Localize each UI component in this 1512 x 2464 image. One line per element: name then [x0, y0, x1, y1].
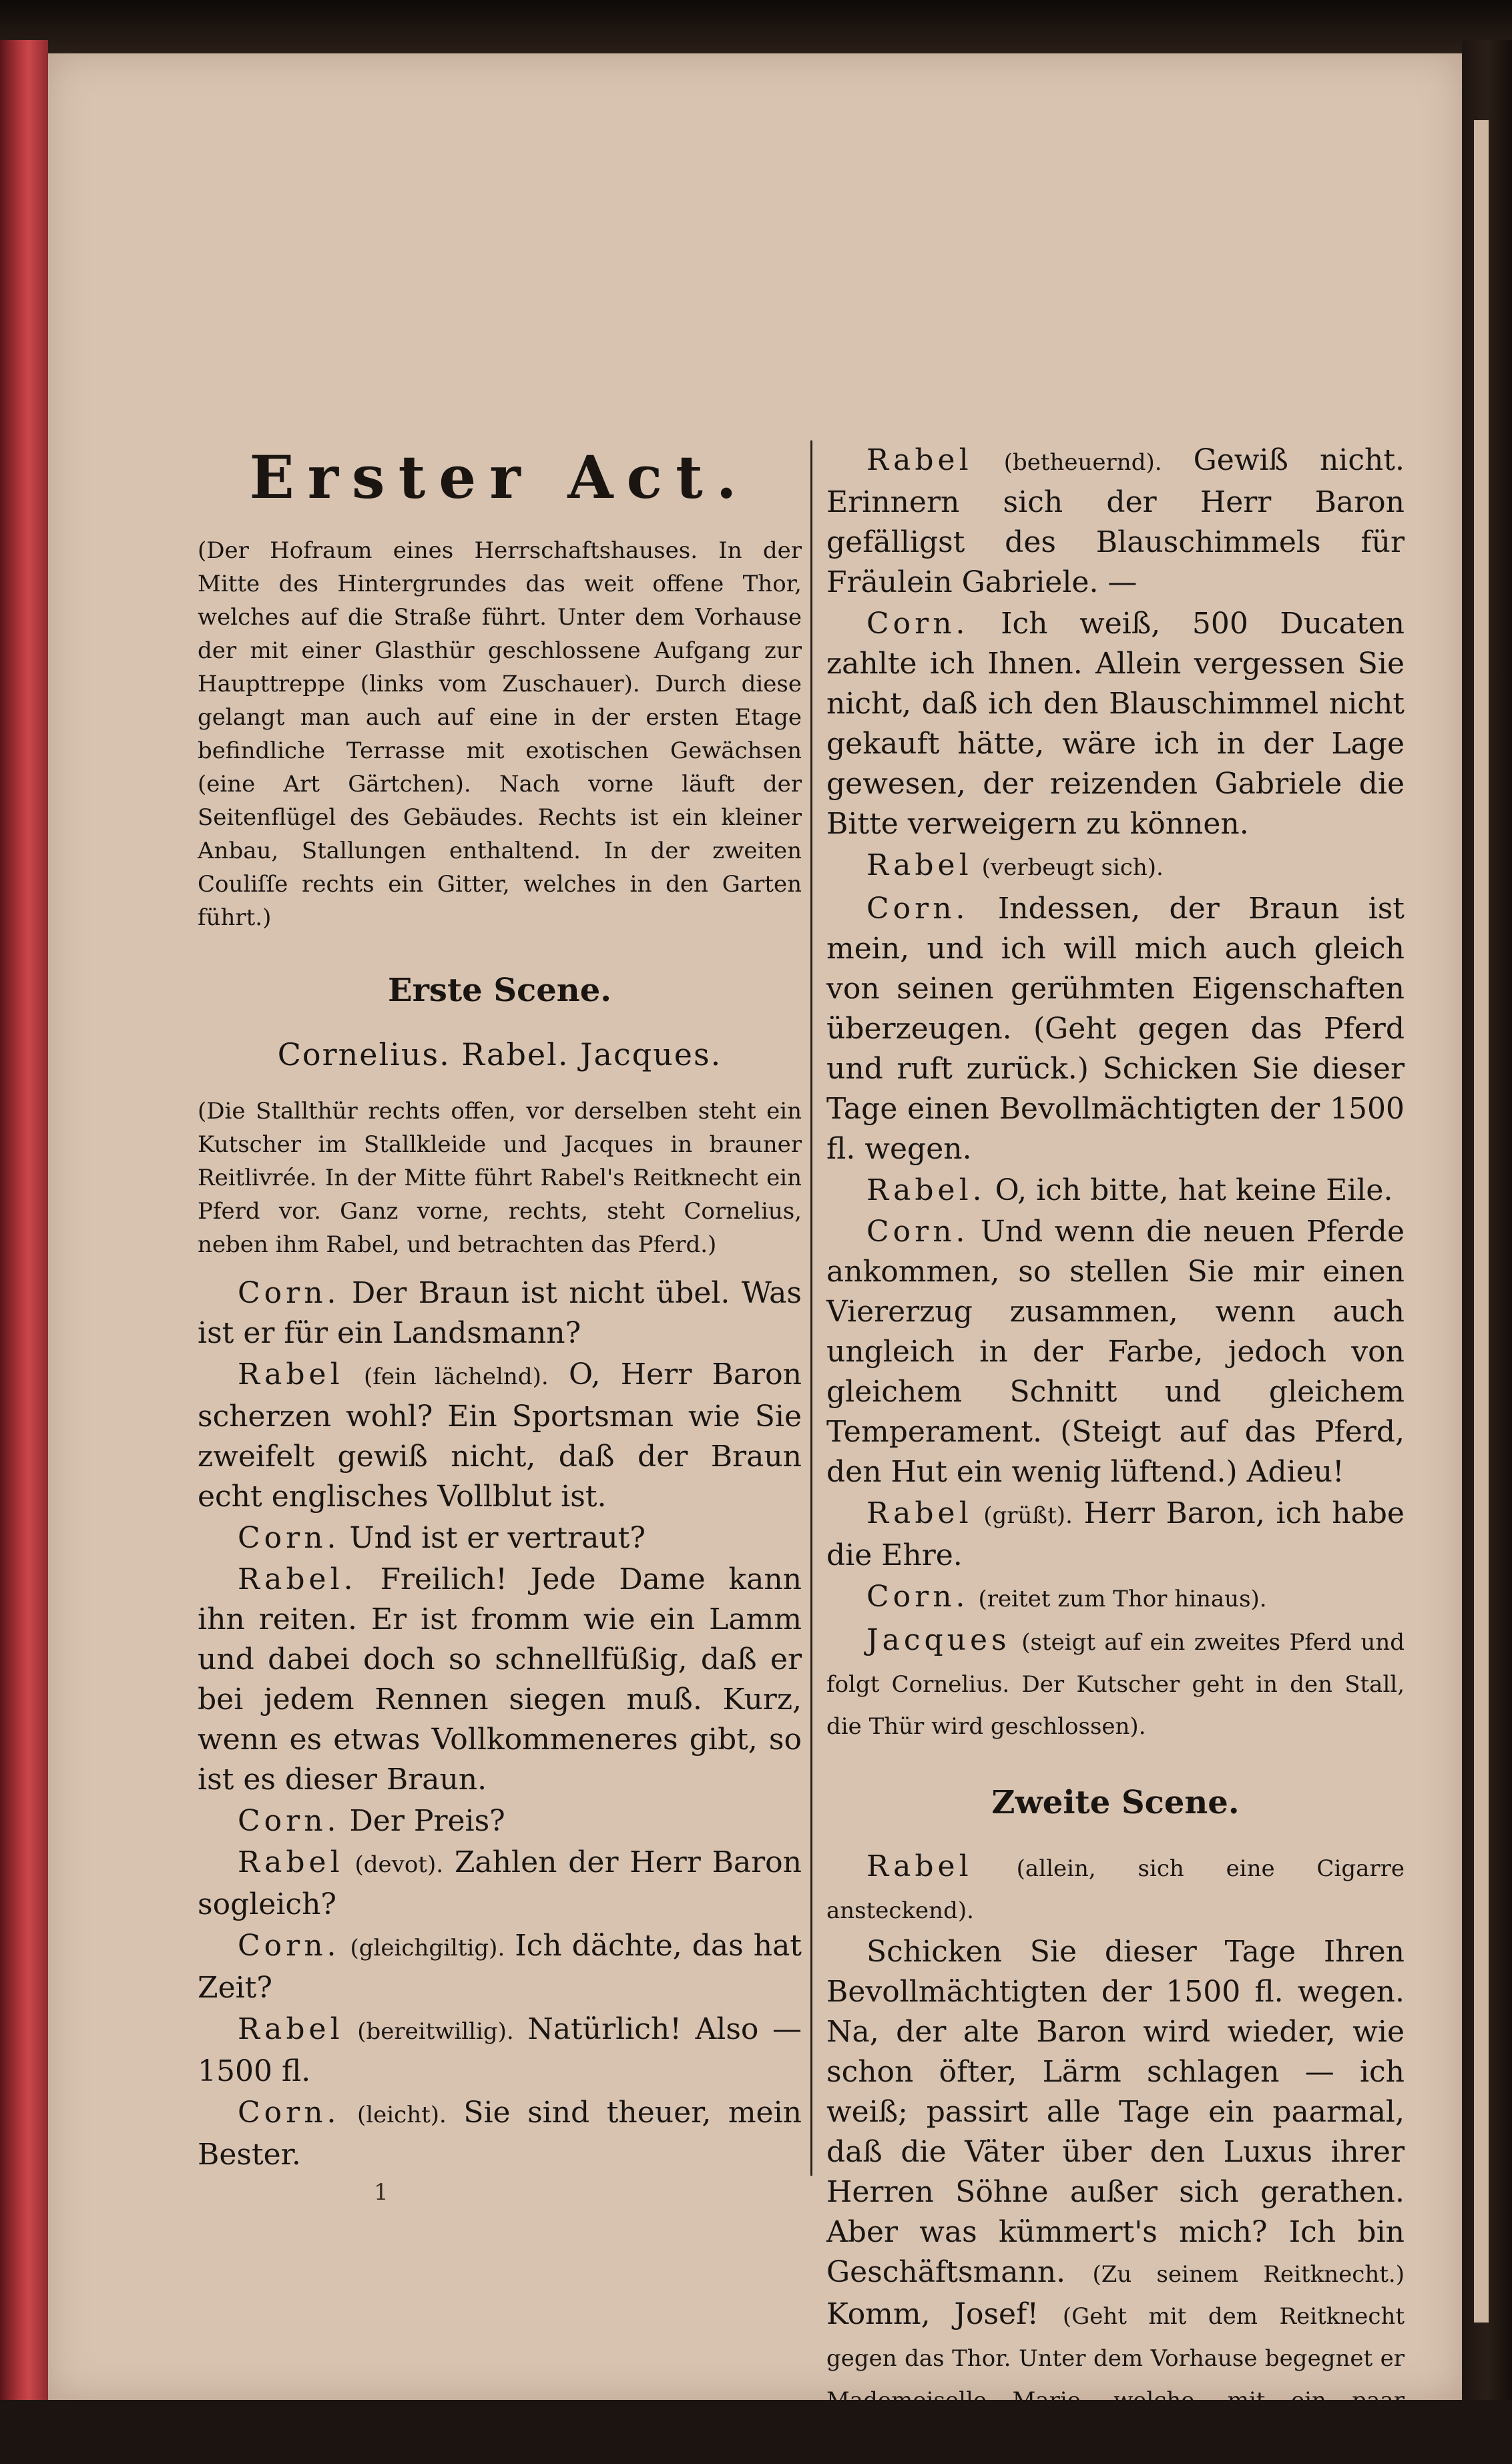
- dialogue-line: [826, 440, 1405, 603]
- book-spine: [0, 40, 48, 2400]
- scene1-characters: Cornelius. Rabel. Jacques.: [277, 1036, 722, 1072]
- speech-text: Sie sind theuer, mein Bester.: [198, 2096, 802, 2172]
- dialogue-line: [826, 1212, 1405, 1492]
- monologue-text-2: Komm, Josef!: [826, 2297, 1039, 2331]
- stage-aside: (betheuernd).: [1003, 449, 1162, 476]
- page-edge-strip: [1474, 120, 1489, 2323]
- column-divider: [810, 440, 812, 2176]
- speaker-name: Rabel: [866, 1849, 973, 1883]
- speech-text: Ich dächte, das hat Zeit?: [198, 1929, 802, 2005]
- scene2-title: Zweite Scene.: [991, 1784, 1240, 1821]
- dialogue-line: [198, 1801, 802, 1841]
- speaker-name: Rabel: [238, 1357, 344, 1392]
- stage-aside: (verbeugt sich).: [981, 854, 1164, 881]
- speaker-name: Rabel: [866, 1496, 973, 1530]
- speaker-name: Corn.: [238, 2096, 340, 2130]
- speaker-name: Corn.: [866, 607, 969, 641]
- stage-aside: (grüßt).: [983, 1502, 1073, 1529]
- dialogue-line: [826, 1494, 1405, 1576]
- speech-text: Indessen, der Braun ist mein, und ich will mich auch gleich von seinen gerühmten Eigenschaften überzeugen. (Geht gegen das Pferd und ruft zurück.) Schicken Sie dieser Tage einen Bevollmächtigten der 1500 fl. wegen.: [826, 892, 1405, 1166]
- dialogue-line: [826, 604, 1405, 844]
- right-column: [826, 440, 1405, 2464]
- speaker-name: Corn.: [238, 1804, 340, 1838]
- speech-text: O, ich bitte, hat keine Eile.: [995, 1173, 1393, 1207]
- speech-text: Und wenn die neuen Pferde ankommen, so stellen Sie mir einen Viererzug zusammen, wenn auch ungleich in der Farbe, jedoch von gleichem Schnitt und gleichem Temperament. (Steigt auf das Pferd, den Hut ein wenig lüftend.) Adieu!: [826, 1215, 1405, 1489]
- speaker-name: Corn.: [866, 892, 969, 926]
- dialogue-line: [826, 846, 1405, 888]
- stage-aside: (allein, sich eine Cigarre ansteckend).: [826, 1855, 1405, 1924]
- stage-aside: (devot).: [354, 1851, 444, 1878]
- speaker-name: Rabel: [866, 848, 973, 882]
- speaker-name: Rabel.: [866, 1173, 986, 1207]
- page-number: 1: [374, 2179, 389, 2206]
- speaker-name: Jacques: [866, 1623, 1011, 1657]
- monologue-text: Schicken Sie dieser Tage Ihren Bevollmächtigten der 1500 fl. wegen. Na, der alte Baron wird wieder, wie schon öfter, Lärm schlagen — ich weiß; passirt alle Tage ein paarmal, daß die Väter über den Luxus ihrer Herren Söhne außer sich gerathen. Aber was kümmert's mich? Ich bin Geschäftsmann.: [826, 1935, 1405, 2289]
- dialogue-line: [198, 2010, 802, 2092]
- dialogue-line: [198, 1518, 802, 1558]
- stage-aside: (bereitwillig).: [357, 2018, 514, 2045]
- dialogue-line: [826, 1620, 1405, 1747]
- dialogue-line: [198, 1355, 802, 1517]
- right-page-edge: [1462, 40, 1512, 2400]
- stage-aside: (steigt auf ein zweites Pferd und folgt Cornelius. Der Kutscher geht in den Stall, die Thür wird geschlossen).: [826, 1629, 1405, 1740]
- speech-text: Gewiß nicht. Erinnern sich der Herr Baron gefälligst des Blauschimmels für Fräulein Gabriele. —: [826, 443, 1405, 599]
- left-dialogue: [198, 1273, 802, 2175]
- stage-direction-1: (Der Hofraum eines Herrschaftshauses. In der Mitte des Hintergrundes das weit offene Thor, welches auf die Straße führt. Unter dem Vorhause der mit einer Glasthür geschlossene Aufgang zur Haupttreppe (links vom Zuschauer). Durch diese gelangt man auch auf eine in der ersten Etage befindliche Terrasse mit exotischen Gewächsen (eine Art Gärtchen). Nach vorne läuft der Seitenflügel des Gebäudes. Rechts ist ein kleiner Anbau, Stallungen enthaltend. In der zweiten Couliſſe rechts ein Gitter, welches in den Garten führt.): [198, 537, 802, 931]
- dialogue-line: [198, 2093, 802, 2175]
- monologue-aside-2: (Geht mit dem Reitknecht gegen das Thor. Unter dem Vorhause begegnet er Mademoiselle Marie, welche, mit ein paar Mädchen die Cartons tragend, eintritt.): [826, 2303, 1405, 2456]
- dialogue-line: [198, 1560, 802, 1800]
- dialogue-line: [826, 889, 1405, 1169]
- speech-text: Zahlen der Herr Baron sogleich?: [198, 1845, 802, 1921]
- speaker-name: Rabel: [238, 1845, 344, 1879]
- act-title: Erster Act.: [249, 442, 750, 512]
- stage-aside: (gleichgiltig).: [350, 1935, 505, 1961]
- speaker-name: Corn.: [238, 1521, 340, 1555]
- dialogue-line: [198, 1843, 802, 1925]
- stage-aside: (leicht).: [357, 2102, 447, 2128]
- right-dialogue: [826, 440, 1405, 1747]
- scene2-speaker-line: [826, 1847, 1405, 1931]
- speech-text: Ich weiß, 500 Ducaten zahlte ich Ihnen. Allein vergessen Sie nicht, daß ich den Blauschimmel nicht gekauft hätte, wäre ich in der Lage gewesen, der reizenden Gabriele die Bitte verweigern zu können.: [826, 607, 1405, 841]
- left-column: [198, 440, 802, 2176]
- dialogue-line: [826, 1171, 1405, 1211]
- stage-direction-2: (Die Stallthür rechts offen, vor derselben steht ein Kutscher im Stallkleide und Jacques in brauner Reitlivrée. In der Mitte führt Rabel's Reitknecht ein Pferd vor. Ganz vorne, rechts, steht Cornelius, neben ihm Rabel, und betrachten das Pferd.): [198, 1098, 802, 1258]
- speaker-name: Rabel.: [238, 1562, 357, 1596]
- speech-text: O, Herr Baron scherzen wohl? Ein Sportsman wie Sie zweifelt gewiß nicht, daß der Braun echt englisches Vollblut ist.: [198, 1357, 802, 1514]
- speech-text: Und ist er vertraut?: [349, 1521, 646, 1555]
- speaker-name: Rabel: [238, 2012, 344, 2046]
- speaker-name: Rabel: [866, 443, 973, 477]
- scene1-title: Erste Scene.: [388, 972, 611, 1009]
- speech-text: Natürlich! Also — 1500 fl.: [198, 2012, 802, 2088]
- speaker-name: Corn.: [866, 1215, 969, 1249]
- speaker-name: Corn.: [238, 1929, 340, 1963]
- dialogue-line: [198, 1273, 802, 1353]
- speech-text: Freilich! Jede Dame kann ihn reiten. Er ist fromm wie ein Lamm und dabei doch so schnellfüßig, daß er bei jedem Rennen siegen muß. Kurz, wenn es etwas Vollkommeneres gibt, so ist es dieser Braun.: [198, 1562, 802, 1797]
- scene2-monologue: [826, 1932, 1405, 2463]
- stage-aside: (reitet zum Thor hinaus).: [978, 1586, 1267, 1612]
- dialogue-line: [198, 1926, 802, 2008]
- speech-text: Herr Baron, ich habe die Ehre.: [826, 1496, 1405, 1572]
- speaker-name: Corn.: [866, 1580, 969, 1614]
- dialogue-line: [826, 1577, 1405, 1619]
- monologue-aside-1: (Zu seinem Reitknecht.): [1092, 2261, 1405, 2288]
- speech-text: Der Braun ist nicht übel. Was ist er für ein Landsmann?: [198, 1276, 802, 1350]
- speech-text: Der Preis?: [349, 1804, 505, 1838]
- top-band: [0, 0, 1512, 53]
- speaker-name: Corn.: [238, 1276, 340, 1310]
- stage-aside: (fein lächelnd).: [363, 1363, 549, 1390]
